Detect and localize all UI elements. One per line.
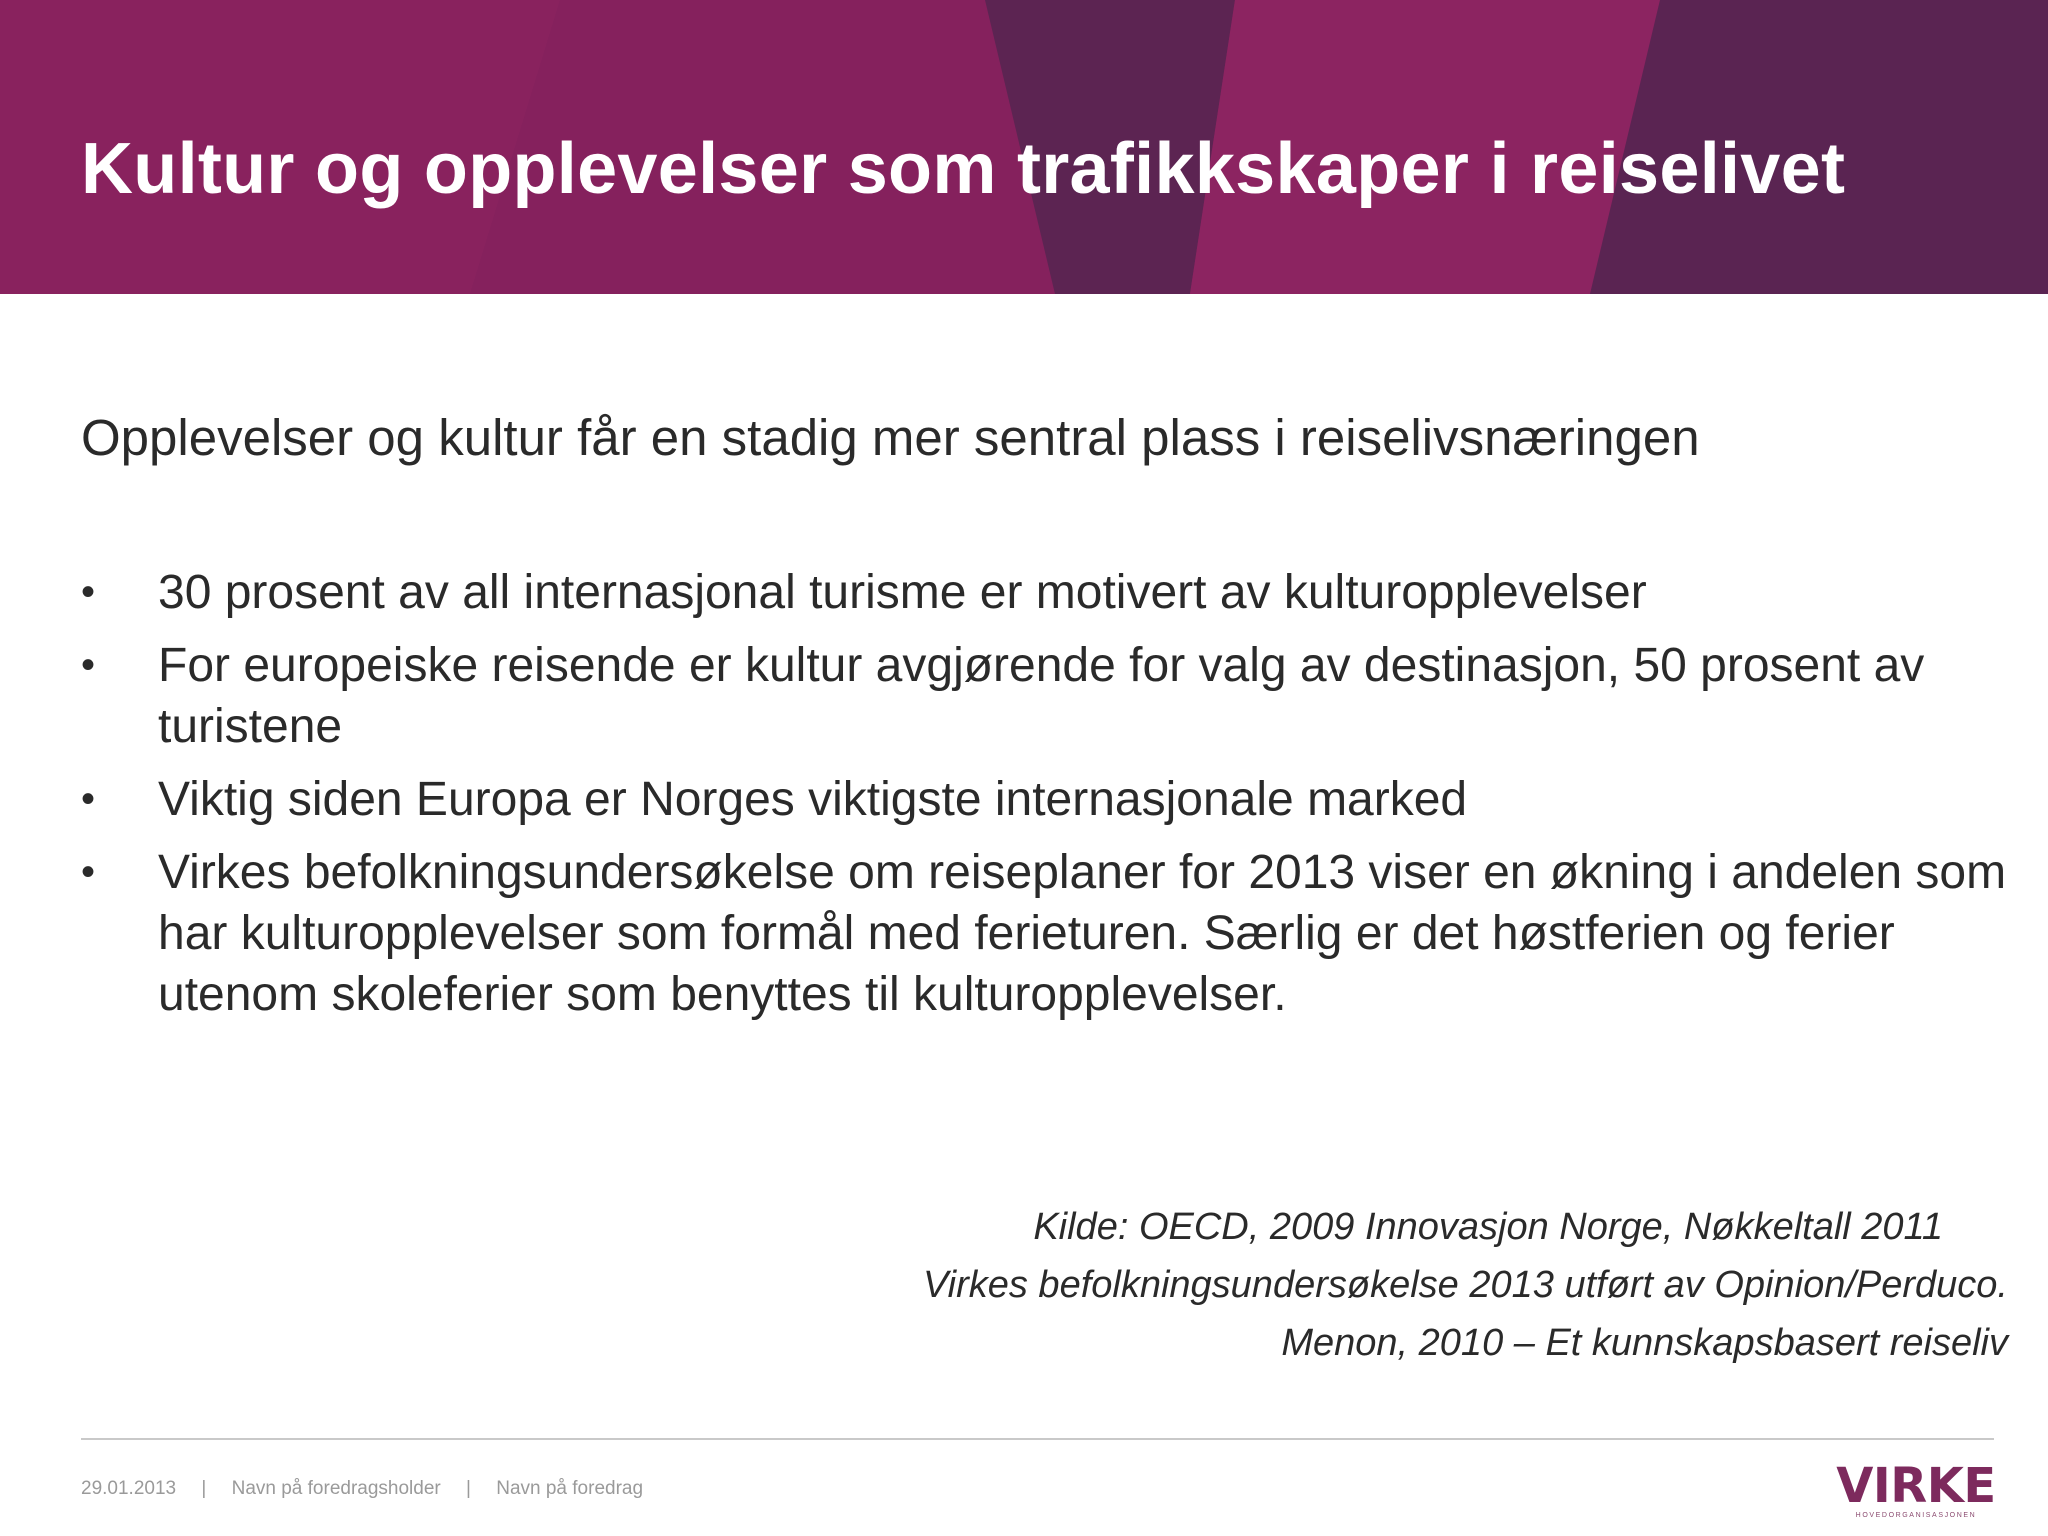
logo-subtitle: HOVEDORGANISASJONEN — [1855, 1512, 1977, 1519]
footer-date: 29.01.2013 — [81, 1478, 177, 1499]
footer-presenter: Navn på foredragsholder — [231, 1478, 441, 1499]
bullet-marker: • — [81, 777, 96, 821]
header-banner — [0, 0, 2048, 294]
bullet-text: 30 prosent av all internasjonal turisme er motivert av kulturopplevelser — [158, 566, 1647, 619]
source-line: Menon, 2010 – Et kunnskapsbasert reiseliv — [1281, 1322, 2008, 1364]
footer-separator: | — [466, 1478, 471, 1499]
virke-logo — [1836, 1458, 1996, 1519]
bullet-item — [81, 635, 2011, 757]
footer — [81, 1478, 643, 1500]
bullet-item — [81, 562, 2011, 623]
bullet-list — [81, 562, 2011, 1037]
source-line: Kilde: OECD, 2009 Innovasjon Norge, Nøkkeltall 2011 — [1033, 1206, 1943, 1248]
source-line: Virkes befolkningsundersøkelse 2013 utført av Opinion/Perduco. — [922, 1264, 2008, 1306]
footer-talk: Navn på foredrag — [496, 1478, 644, 1499]
slide-title: Kultur og opplevelser som trafikkskaper i reiselivet — [81, 129, 1846, 209]
bullet-text: Virkes befolkningsundersøkelse om reiseplaner for 2013 viser en økning i andelen som har kulturopplevelser som formål med ferieturen. Særlig er det høstferien og ferier utenom skoleferier som benyttes til kulturopplevelser. — [158, 846, 2007, 1021]
footer-divider — [81, 1438, 1994, 1440]
bullet-marker: • — [81, 570, 96, 614]
bullet-item — [81, 842, 2011, 1025]
intro-text: Opplevelser og kultur får en stadig mer sentral plass i reiselivsnæringen — [81, 409, 1700, 466]
bullet-item — [81, 769, 2011, 830]
bullet-text: Viktig siden Europa er Norges viktigste internasjonale marked — [158, 773, 1468, 826]
footer-separator: | — [201, 1478, 207, 1499]
sources-block — [708, 1198, 2008, 1372]
bullet-text: For europeiske reisende er kultur avgjørende for valg av destinasjon, 50 prosent av turistene — [158, 639, 1925, 753]
bullet-marker: • — [81, 850, 96, 894]
bullet-marker: • — [81, 643, 96, 687]
logo-wordmark: VIRKE — [1836, 1458, 1996, 1514]
